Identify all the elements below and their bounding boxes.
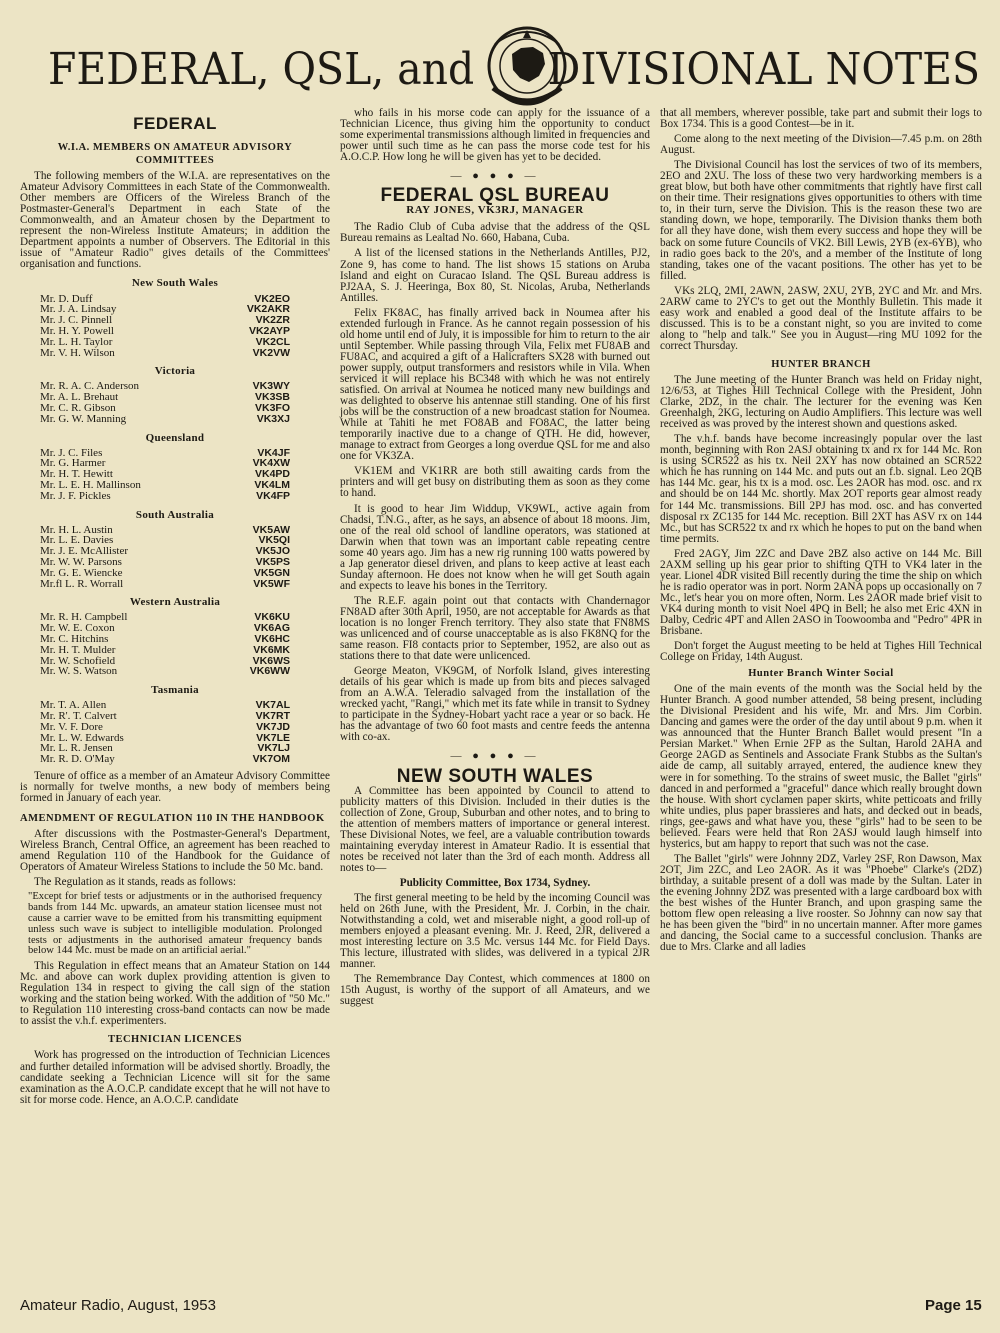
- amendment-paragraph-3: This Regulation in effect means that an Amateur Station on 144 Mc. and above can work duplex providing attention is given to Regulation 134 in respect to giving the call sign of the station working and the station being worked. With the addition of "50 Mc." to Regulation 110 interesting cross-band contacts can now be made to assist the v.h.f. experimenters.: [20, 960, 330, 1028]
- col3-paragraph-4: VKs 2LQ, 2MI, 2AWN, 2ASW, 2XU, 2YB, 2YC and Mr. and Mrs. 2ARW came to 2YC's to get out the Monthly Bulletin. This made it easy work and enabled a good deal of the Institute affairs to be discussed. This is to be a constant night, so you are invited to come along to "help and talk." See you in August—ring MU 1092 for the correct Thursday.: [660, 284, 982, 352]
- member-name: Mr. L. R. Jensen: [40, 742, 113, 755]
- col3-paragraph-1: that all members, wherever possible, take part and submit their logs to Box 1734. This is a good Contest—be in it.: [660, 107, 982, 131]
- masthead: [18, 26, 982, 104]
- regulation-quote: "Except for brief tests or adjustments or in the authorised frequency bands from 144 Mc. upwards, an amateur station licensee must not cause a carrier wave to be emitted from his transmitting equipment unless such wave is subject to intelligible modulation. Prolonged tests or adjustments in the authorised amateur frequency bands below 144 Mc. must be made on an artificial aerial.": [28, 891, 322, 957]
- wia-intro: The following members of the W.I.A. are representatives on the Amateur Advisory Committees in each State of the Commonwealth. Other members are Officers of the Wireless Branch of the Postmaster-General's Department in each State of the Commonwealth, and an Amateur chosen by the Department to represent the non-Wireless Institute Amateurs; in addition the Department appoints a number of Observers. The Editorial in this issue of "Amateur Radio" gives details of the Committees' organisation and functions.: [20, 170, 330, 271]
- member-name: Mr. D. Duff: [40, 292, 93, 305]
- member-callsign: VK5GN: [253, 566, 290, 579]
- column-2: [340, 108, 650, 1011]
- committee-member-row: [20, 337, 330, 348]
- member-callsign: VK6WS: [252, 654, 290, 667]
- member-name: Mr. C. R. Gibson: [40, 401, 116, 414]
- social-paragraph-1: One of the main events of the month was the Social held by the Hunter Branch. A good number attended, 58 being present, including the Divisional President and his wife, Mr. and Mrs. Jim Corbin. Dancing and games were the order of the day until about 9 p.m. when it was announced that the Hunter Branch Ballet would present "In a Persian Market." When Ernie 2FP as the Sultan, Harold 2AHA and George 2AGD as Sentinels and Associate Frank Stubbs as the Sultan's aide de camp, all suitably arrayed, entered, the audience knew they were in for something. To the strains of sweet music, the Ballet "girls" danced in and performed a "graceful" dance which really brought down the house. With short cyclamen paper skirts, white petticoats and frilly white undies, plus paper brassieres and hats, and decked out in beads, rings, gee-gaws and what have you, these "girls" had to be seen to be believed. Fears were held that Ron 2ASJ would laugh himself into hysterics, but am happy to report that such was not the case.: [660, 683, 982, 850]
- column-1: [20, 112, 330, 1110]
- member-name: Mr. A. L. Brehaut: [40, 391, 119, 404]
- winter-social-heading: Hunter Branch Winter Social: [748, 668, 894, 680]
- committee-member-row: [20, 348, 330, 359]
- member-callsign: VK7LJ: [257, 742, 290, 755]
- region-heading: Western Australia: [129, 596, 221, 609]
- committee-member-row: [20, 754, 330, 765]
- member-callsign: VK5QI: [258, 534, 290, 547]
- member-name: Mr. L. E. H. Mallinson: [40, 478, 141, 491]
- qsl-byline: RAY JONES, VK3RJ, MANAGER: [406, 204, 584, 217]
- col3-paragraph-3: The Divisional Council has lost the services of two of its members, 2EO and 2XU. The loss of these two very hardworking members is a great blow, but both have other commitments that rightly have first call on their time. Their resignations gives opportunities to others with time to, in their turn, serve the Division. This is the reason these two are standing down, we hope, temporarily. The Division thanks them both for all they have done, wish them every success and hope they will be back on some future Councils of VK2. Bill Lewis, 2YB (ex-6YB), who in radio goes back to the 20's, and a member of the Institute of long standing, takes one of the vacant positions. The other has yet to be filled.: [660, 159, 982, 282]
- member-callsign: VK4FP: [256, 489, 290, 502]
- committee-member-row: [20, 645, 330, 656]
- hunter-branch-heading: HUNTER BRANCH: [771, 358, 871, 370]
- hunter-paragraph-1: The June meeting of the Hunter Branch was held on Friday night, 12/6/53, at Tighes Hill Technical College with the President, John Clarke, 2DZ, in the chair. The lecturer for the evening was Ken Greenhalgh, 2KG, lecturing on Audio Amplifiers. This lecture was well received as was proved by the interest shown and questions asked.: [660, 373, 982, 431]
- member-name: Mr. J. E. McAllister: [40, 545, 128, 558]
- amendment-paragraph-2: The Regulation as it stands, reads as follows:: [34, 876, 236, 889]
- committee-member-row: [20, 491, 330, 502]
- member-name: Mr. V. F. Dore: [40, 720, 103, 733]
- masthead-title-left: FEDERAL, QSL, and: [48, 44, 475, 95]
- member-callsign: VK4XW: [252, 457, 290, 470]
- qsl-paragraph: VK1EM and VK1RR are both still awaiting cards from the printers and will get busy on distributing them as soon as they come to hand.: [340, 465, 650, 500]
- committee-member-row: [20, 414, 330, 425]
- member-name: Mr. H. T. Mulder: [40, 643, 116, 656]
- qsl-paragraph: The Radio Club of Cuba advise that the address of the QSL Bureau remains as Lealtad No. 660, Habana, Cuba.: [340, 221, 650, 245]
- member-name: Mr. V. H. Wilson: [40, 346, 115, 359]
- hunter-paragraph-2: The v.h.f. bands have become increasingly popular over the last month, beginning with Ron 2ASJ obtaining tx and rx for 144 Mc. Ron is using SCR522 as his tx. Neil 2XY has now obtained an SCR522 which he has running on 144 Mc. and puts out an f.b. signal. Leo 2QB has 144 Mc. gear, his tx is a mod. osc. Les 2AOR has mod. osc. and rx and should be on 144 Mc. shortly. Max 2OT reports gear almost ready for 144 Mc. transmissions. Bill 2PJ has mod. osc. and has converted disposal rx ZC135 for 144 Mc. reception. Bill 2XT has ASV rx on 144 Mc., but has SCR522 tx and rx which he hopes to put on the band when time permits.: [660, 433, 982, 545]
- masthead-title-right: DIVISIONAL NOTES: [547, 44, 980, 95]
- col3-paragraph-2: Come along to the next meeting of the Division—7.45 p.m. on 28th August.: [660, 133, 982, 157]
- member-callsign: VK3FO: [254, 401, 290, 414]
- member-name: Mr. W. W. Parsons: [40, 556, 122, 568]
- member-callsign: VK2ZR: [255, 314, 290, 327]
- member-name: Mr. C. Hitchins: [40, 633, 109, 646]
- footer-publication: Amateur Radio, August, 1953: [20, 1297, 216, 1314]
- member-name: Mr.fl L. R. Worrall: [40, 577, 124, 590]
- committee-member-row: [20, 666, 330, 677]
- qsl-paragraph: A list of the licensed stations in the Netherlands Antilles, PJ2, Zone 9, has come to hand. The list shows 15 stations on Aruba Island and eight on Curacao Island. The QSL Bureau address is PJ2AA, S. J. Heeringa, Box 80, St. Nicolas, Aruba, Netherlands Antilles.: [340, 247, 650, 304]
- member-name: Mr. T. A. Allen: [40, 699, 107, 712]
- member-name: Mr. W. S. Watson: [40, 665, 118, 678]
- member-callsign: VK3WY: [252, 380, 290, 393]
- member-name: Mr. L. E. Davies: [40, 534, 114, 547]
- member-name: Mr. H. T. Hewitt: [40, 468, 113, 481]
- amendment-heading: AMENDMENT OF REGULATION 110 IN THE HANDBOOK: [20, 813, 325, 825]
- member-callsign: VK5PS: [255, 556, 290, 568]
- member-callsign: VK3SB: [254, 391, 290, 404]
- member-callsign: VK2AYP: [248, 324, 290, 337]
- technician-paragraph: Work has progressed on the introduction of Technician Licences and further detailed information will be advised shortly. Broadly, the candidate seeking a Technician Licence will sit for the same examination as the A.O.C.P. candidate except that he will not have to sit for morse code. Hence, an A.O.C.P. candidate: [20, 1049, 330, 1106]
- region-heading: Victoria: [154, 365, 196, 378]
- technician-continued: who fails in his morse code can apply for the issuance of a Technician Licence, thus giving him the opportunity to conduct some experimental transmissions although limited in frequencies and power until such time as he can pass the morse code test for his A.O.C.P. How long he will be given has yet to be decided.: [340, 107, 650, 164]
- nsw-address: Publicity Committee, Box 1734, Sydney.: [399, 876, 591, 889]
- member-callsign: VK6HC: [254, 633, 290, 646]
- tenure-paragraph: Tenure of office as a member of an Amateur Advisory Committee is normally for twelve months, a new body of members being formed in January of each year.: [20, 770, 330, 805]
- hunter-paragraph-3: Fred 2AGY, Jim 2ZC and Dave 2BZ also active on 144 Mc. Bill 2AXM selling up his gear prior to shifting QTH to VK4 later in the year. Lionel 4DR visited Bill recently during the time the ship on which he is radio operator was in port. Norm 2ANA pops up occasionally on 7 Mc., let's hear you on more often, Norm. Les 2AOR made brief visit to VK4 during month to visit Noel 4PQ in Bell; he also met Eric 4XN in Dalby, Cedric 4PT and Allen 2ASO in Toowoomba and "Pedro" 4PR in Brisbane.: [660, 547, 982, 638]
- member-callsign: VK6MK: [253, 643, 290, 656]
- member-callsign: VK2EO: [254, 292, 290, 305]
- member-callsign: VK6AG: [253, 622, 290, 635]
- member-name: Mr. R'. T. Calvert: [40, 710, 117, 723]
- member-callsign: VK7AL: [255, 699, 290, 712]
- member-name: Mr. L. H. Taylor: [40, 335, 113, 348]
- member-callsign: VK4JF: [257, 446, 290, 459]
- member-callsign: VK4PD: [254, 468, 290, 481]
- wia-heading: W.I.A. MEMBERS ON AMATEUR ADVISORY COMMITTEES: [57, 142, 293, 167]
- amendment-paragraph-1: After discussions with the Postmaster-General's Department, Wireless Branch, Central Office, an agreement has been reached to amend Regulation 110 of the Handbook for the Guidance of Operators of Amateur Wireless Stations to include the 50 Mc. band.: [20, 828, 330, 874]
- member-name: Mr. H. L. Austin: [40, 523, 113, 536]
- member-callsign: VK7OM: [252, 753, 290, 766]
- member-callsign: VK7JD: [256, 720, 290, 733]
- member-name: Mr. J. C. Pinnell: [40, 314, 113, 327]
- nsw-title: NEW SOUTH WALES: [396, 765, 594, 787]
- region-heading: South Australia: [135, 508, 215, 521]
- committee-roster: [20, 278, 330, 765]
- member-callsign: VK6KU: [254, 611, 290, 624]
- committee-member-row: [20, 568, 330, 579]
- qsl-bureau-title: FEDERAL QSL BUREAU: [380, 185, 610, 207]
- region-heading: Tasmania: [151, 684, 199, 697]
- member-callsign: VK5AW: [252, 523, 290, 536]
- member-name: Mr. L. W. Edwards: [40, 731, 124, 744]
- member-name: Mr. H. Y. Powell: [40, 324, 114, 337]
- member-callsign: VK4LM: [254, 478, 290, 491]
- member-name: Mr. R. H. Campbell: [40, 611, 128, 624]
- member-callsign: VK7RT: [255, 710, 290, 723]
- nsw-paragraph-2: The first general meeting to be held by the incoming Council was held on 26th June, with the President, Mr. J. Corbin, in the chair. Notwithstanding a cold, wet and miserable night, a good roll-up of members enjoyed a pleasant evening. Mr. J. Reed, 2JR, delivered a most interesting lecture on 3.5 Mc. versus 144 Mc. for Field Days. This lecture, illustrated with slides, was delivered in a typical 2JR manner.: [340, 892, 650, 971]
- qsl-bureau-body: [340, 222, 650, 743]
- committee-member-row: [20, 579, 330, 590]
- qsl-paragraph: Felix FK8AC, has finally arrived back in Noumea after his extended furlough in France. As he cannot regain possession of his old home until end of July, it is impossible for him to return to the air until September. While passing through Vila, Felix met FU8AB and FU8AC, and acquired a gift of a Halicrafters SX28 with burned out power supply, output transformers and resistors while in Vila. When serviced it will replace his BC348 with which he was not entirely satisfied. On arrival at Noumea he noticed many new buildings and was delighted to observe his antennae still standing. One of his first jobs will be the construction of a new broadcast station for Noumea. While at Tahiti he met FO8AB and FO8AC, the latter being temporarily inactive due to a change of QTH. He did, however, manage to extract from Georges a long overdue QSL for me and also one for VK3ZA.: [340, 306, 650, 463]
- hunter-paragraph-4: Don't forget the August meeting to be held at Tighes Hill Technical College on Friday, 14th August.: [660, 640, 982, 664]
- member-name: Mr. J. A. Lindsay: [40, 303, 117, 316]
- member-name: Mr. W. E. Coxon: [40, 622, 115, 635]
- qsl-paragraph: George Meaton, VK9GM, of Norfolk Island, gives interesting details of his gear which is made up from bits and pieces salvaged from an A.W.A. Teleradio salvaged from the installation of the wrecked yacht, "Rangi," which met its fate while in transit to Sydney to participate in the Sydney-Hobart yacht race a year or so back. He has the advantage of two 60 foot masts and centre feeds the antenna with co-ax.: [340, 665, 650, 744]
- federal-title: FEDERAL: [133, 114, 217, 133]
- member-callsign: VK3XJ: [256, 412, 290, 425]
- region-heading: Queensland: [145, 431, 205, 444]
- footer-page-number: Page 15: [925, 1297, 982, 1314]
- region-heading: New South Wales: [131, 277, 219, 290]
- member-callsign: VK7LE: [256, 731, 290, 744]
- member-callsign: VK5JO: [255, 545, 290, 558]
- social-paragraph-2: The Ballet "girls" were Johnny 2DZ, Varley 2SF, Ron Dawson, Max 2OT, Jim 2ZC, and Leo 2AOR. As it was "Phoebe" Clarke's (2DZ) birthday, a suitable present of a doll was made by the Sultan. Later in the evening Johnny 2DZ was presented with a large cardboard box with the best wishes of the Hunter Branch, and upon grasping same the bottom flew open releasing a live rooster. So Johnny can now say that he has been given the "bird" in no uncertain manner. After more games and dancing, the Social came to a successful conclusion. Thanks are due to Mrs. Clarke and all ladies: [660, 852, 982, 954]
- member-name: Mr. R. D. O'May: [40, 753, 115, 766]
- qsl-paragraph: It is good to hear Jim Widdup, VK9WL, active again from Chadsi, T.N.G., after, as he says, an absence of about 18 moons. Jim, one of the real old school of landline operators, was stationed at Darwin when that town was an important cable repeating centre some 40 years ago. Jim has a new rig running 100 watts powered by a Jap generator diesel driven, and plans to keep active at least each Sunday afternoon. He does not know when he will get South again and expects to leave his bones in the Territory.: [340, 502, 650, 592]
- member-callsign: VK2CL: [255, 335, 290, 348]
- member-name: Mr. R. A. C. Anderson: [40, 380, 140, 393]
- section-divider: — ● ● ● —: [450, 750, 540, 763]
- member-callsign: VK2VW: [252, 346, 290, 359]
- member-name: Mr. J. F. Pickles: [40, 489, 111, 502]
- member-name: Mr. G. Harmer: [40, 457, 106, 470]
- technician-heading: TECHNICIAN LICENCES: [107, 1034, 243, 1046]
- qsl-paragraph: The R.E.F. again point out that contacts with Chandernagor FN8AD after 30th April, 1950, are not acceptable for Awards as that location is no longer French territory. They also state that FN8MS was unlicenced and of course unacceptable as is also FK8NQ for the same reason. FI8 contacts prior to September, 1952, are also out as stations there to that date were unlicenced.: [340, 594, 650, 663]
- nsw-paragraph-3: The Remembrance Day Contest, which commences at 1800 on 15th August, is worthy of the support of all Amateurs, and we suggest: [340, 973, 650, 1008]
- member-callsign: VK6WW: [249, 665, 290, 678]
- column-3: [660, 108, 982, 957]
- member-name: Mr. G. W. Manning: [40, 412, 127, 425]
- member-name: Mr. W. Schofield: [40, 654, 116, 667]
- member-name: Mr. G. E. Wiencke: [40, 566, 123, 579]
- member-callsign: VK2AKR: [246, 303, 290, 316]
- section-divider: — ● ● ● —: [450, 170, 540, 183]
- member-callsign: VK5WF: [253, 577, 290, 590]
- member-name: Mr. J. C. Files: [40, 446, 103, 459]
- nsw-paragraph-1: A Committee has been appointed by Council to attend to publicity matters of this Division. Included in their duties is the collection of Zone, Group, Suburban and other notes, and to bring to the attention of members matters of importance or general interest. These Divisional Notes, we feel, are a valuable contribution towards maintaining everyday interest in Amateur Radio. It is essential that notes be received not later than the 3rd of each month. Address all notes to—: [340, 784, 650, 874]
